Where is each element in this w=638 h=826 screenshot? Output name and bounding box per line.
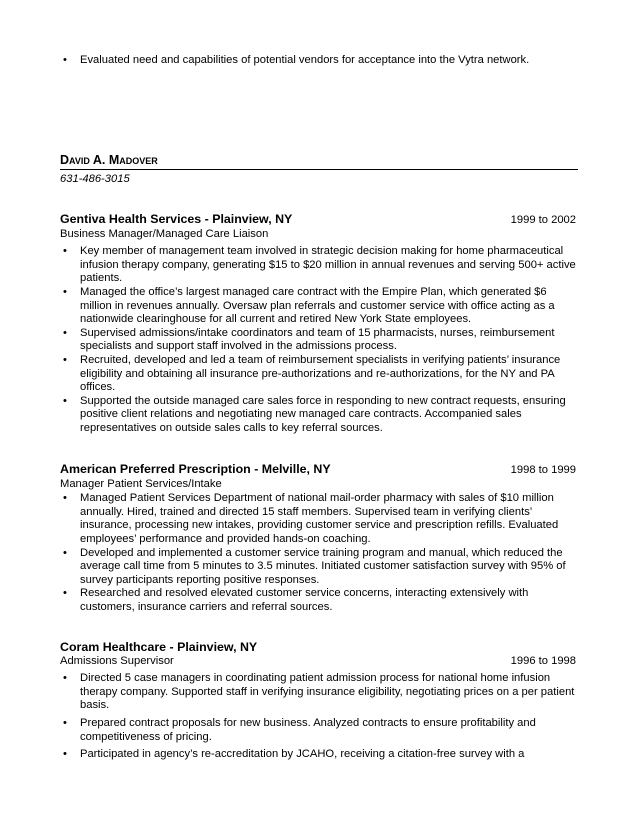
job-dates: 1998 to 1999 [510, 464, 576, 476]
list-item [60, 492, 578, 546]
list-item [60, 327, 578, 354]
job-bullet-list [60, 492, 578, 614]
bullet-icon: • [63, 326, 67, 339]
list-item [60, 354, 578, 395]
job-dates: 1999 to 2002 [510, 214, 576, 226]
job-bullet-list [60, 672, 578, 762]
job-bullet-list [60, 245, 578, 435]
list-item [60, 672, 578, 713]
bullet-icon: • [63, 394, 67, 407]
bullet-text: Supervised admissions/intake coordinators and team of 15 pharmacists, nurses, reimbursement specialists and support staff involved in the admissions process. [80, 326, 555, 353]
phone-number: 631-486-3015 [60, 173, 130, 185]
list-item [60, 587, 578, 614]
list-item [60, 286, 578, 327]
job-dates: 1996 to 1998 [510, 654, 576, 667]
company-name: American Preferred Prescription - Melville, NY [60, 462, 331, 476]
candidate-name: David A. Madover [60, 153, 578, 170]
company-name: Coram Healthcare - Plainview, NY [60, 640, 258, 654]
job-title: Business Manager/Managed Care Liaison [60, 227, 269, 240]
bullet-icon: • [63, 353, 67, 366]
bullet-icon: • [63, 672, 67, 685]
contact-block [60, 153, 578, 187]
bullet-text: Researched and resolved elevated customer service concerns, interacting extensively with customers, insurance carriers and referral sources. [80, 587, 529, 613]
job-entry-american-preferred [60, 463, 578, 615]
bullet-text: Participated in agency’s re-accreditation by JCAHO, receiving a citation-free survey with a [80, 748, 525, 761]
job-header [60, 213, 578, 228]
list-item [60, 54, 580, 68]
list-item [60, 547, 578, 588]
bullet-text: Evaluated need and capabilities of potential vendors for acceptance into the Vytra network. [80, 54, 530, 66]
carryover-bullet-list [60, 54, 580, 68]
job-title: Admissions Supervisor [60, 654, 174, 667]
bullet-icon: • [63, 748, 67, 761]
bullet-icon: • [63, 54, 67, 66]
job-entry-coram [60, 641, 578, 762]
bullet-icon: • [63, 285, 67, 298]
list-item [60, 717, 578, 744]
bullet-icon: • [63, 546, 67, 559]
bullet-text: Prepared contract proposals for new business. Analyzed contracts to ensure profitability and competitiveness of pricing. [80, 716, 536, 743]
company-name: Gentiva Health Services - Plainview, NY [60, 212, 293, 226]
job-entry-gentiva [60, 213, 578, 436]
bullet-icon: • [63, 587, 67, 600]
bullet-icon: • [63, 245, 67, 258]
bullet-text: Recruited, developed and led a team of reimbursement specialists in verifying patients’ insurance eligibility and obtaining all insurance pre-authorizations and re-authorizations, for the NY and PA offices. [80, 353, 561, 394]
bullet-text: Managed Patient Services Department of national mail-order pharmacy with sales of $10 million annually. Hired, trained and directed 15 staff members. Supervised team in verifying clients’ insurance, processing new intakes, providing customer service and prescription refills. Evaluated employees’ performance and provided hands-on coaching. [80, 492, 559, 545]
list-item [60, 395, 578, 436]
bullet-text: Developed and implemented a customer service training program and manual, which reduced the average call time from 5 minutes to 3.5 minutes. Initiated customer satisfaction survey with 95% of survey participants reporting positive responses. [80, 546, 566, 586]
job-title-row [60, 655, 578, 669]
job-title: Manager Patient Services/Intake [60, 477, 222, 490]
bullet-icon: • [63, 716, 67, 729]
bullet-text: Supported the outside managed care sales force in responding to new contract requests, ensuring positive client relations and negotiating new managed care contracts. Accompanied sales representatives on outside sales calls to key referral sources. [80, 394, 566, 434]
bullet-text: Key member of management team involved in strategic decision making for home pharmaceutical infusion therapy company, generating $15 to $20 million in annual revenues and serving 500+ active patients. [80, 245, 576, 285]
bullet-text: Managed the office’s largest managed care contract with the Empire Plan, which generated $6 million in revenues annually. Oversaw plan referrals and customer service with office acting as a nationwide clearinghouse for all current and retired New York State employees. [80, 285, 555, 326]
bullet-icon: • [63, 492, 67, 505]
list-item [60, 245, 578, 286]
bullet-text: Directed 5 case managers in coordinating patient admission process for national home infusion therapy company. Supported staff in verifying insurance eligibility, negotiating prices on a per patient basis. [80, 672, 575, 712]
job-header [60, 463, 578, 478]
list-item [60, 748, 578, 762]
